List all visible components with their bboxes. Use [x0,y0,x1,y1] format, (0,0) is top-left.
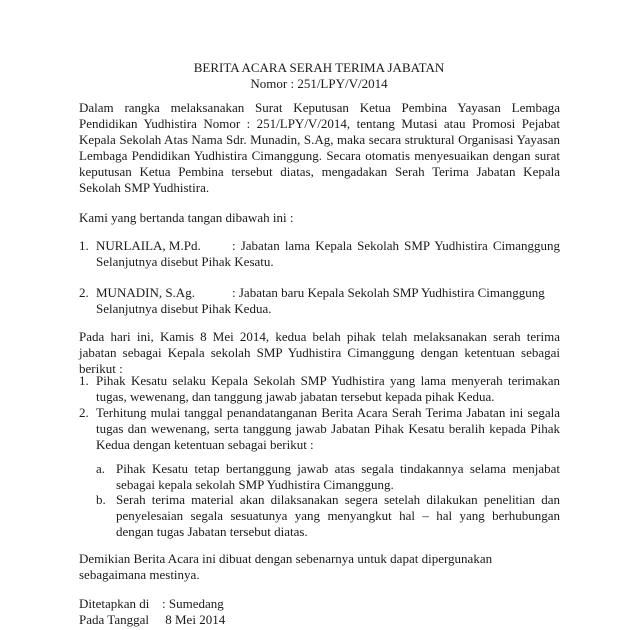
signatory-number: 2. [79,285,89,300]
term-text: Terhitung mulai tanggal penandatanganan Berita Acara Serah Terima Jabatan ini segala tugas dan wewenang, serta tanggung jawab Jabatan Pihak Kesatu beralih kepada Pihak Kedua dengan ketentuan sebagai berikut : [96,405,560,452]
document-title: BERITA ACARA SERAH TERIMA JABATAN [193,60,445,75]
established-value: : Sumedang [162,596,224,611]
intro-paragraph: Dalam rangka melaksanakan Surat Keputusan Ketua Pembina Yayasan Lembaga Pendidikan Yudhistira Nomor : 251/LPY/V/2014, tentang Mutasi atau Promosi Pejabat Kepala Sekolah Atas Nama Sdr. Munadin, S.Ag, maka secara struktural Organisasi Yayasan Lembaga Pendidikan Yudhistira Cimanggung. Secara otomatis menyesuaikan dengan surat keputusan Ketua Pembina tersebut diatas, mengadakan Serah Terima Jabatan Kepala Sekolah SMP Yudhistira. [79,100,560,195]
signatory-row [96,238,560,254]
established-line [79,596,560,612]
signatory-name: NURLAILA, M.Pd. [96,238,201,253]
signatory-number: 1. [79,238,89,253]
subterm-letter: b. [96,492,106,507]
agreement-paragraph: Pada hari ini, Kamis 8 Mei 2014, kedua belah pihak telah melaksanakan serah terima jabatan sebagai Kepala sekolah SMP Yudhistira Cimanggung dengan ketentuan sebagai berikut : [79,329,560,376]
document-number: Nomor : 251/LPY/V/2014 [250,76,388,91]
date-label: Pada Tanggal [79,612,149,627]
signatory-party: Selanjutnya disebut Pihak Kedua. [96,301,272,316]
signatory-body [96,238,560,270]
signatory-body [96,285,560,317]
date-value: 8 Mei 2014 [162,612,226,627]
signatories-intro: Kami yang bertanda tangan dibawah ini : [79,210,294,225]
signatory-party: Selanjutnya disebut Pihak Kesatu. [96,254,274,269]
term-number: 1. [79,373,89,388]
signatory-role: : Jabatan lama Kepala Sekolah SMP Yudhistira Cimanggung [232,238,560,253]
term-text: Pihak Kesatu selaku Kepala Sekolah SMP Yudhistira yang lama menyerah terimakan tugas, wewenang, dan tanggung jawab jabatan tersebut kepada pihak Kedua. [96,373,560,404]
signatory-row [96,285,560,301]
date-line [79,612,560,628]
subterm-text: Pihak Kesatu tetap bertanggung jawab atas segala tindakannya selama menjabat sebagai kepala sekolah SMP Yudhistira Cimanggung. [116,461,560,492]
subterm-letter: a. [96,461,106,476]
signatory-role: : Jabatan baru Kepala Sekolah SMP Yudhistira Cimanggung [232,285,545,300]
subterm-text: Serah terima material akan dilaksanakan segera setelah dilakukan penelitian dan penyelesaian segala sesuatunya yang menyangkut hal – hal yang berhubungan dengan tugas Jabatan tersebut diatas. [116,492,560,539]
established-label: Ditetapkan di [79,596,150,611]
term-number: 2. [79,405,89,420]
closing-paragraph: Demikian Berita Acara ini dibuat dengan sebenarnya untuk dapat dipergunakan sebagaimana mestinya. [79,551,493,582]
signatory-name: MUNADIN, S.Ag. [96,285,195,300]
